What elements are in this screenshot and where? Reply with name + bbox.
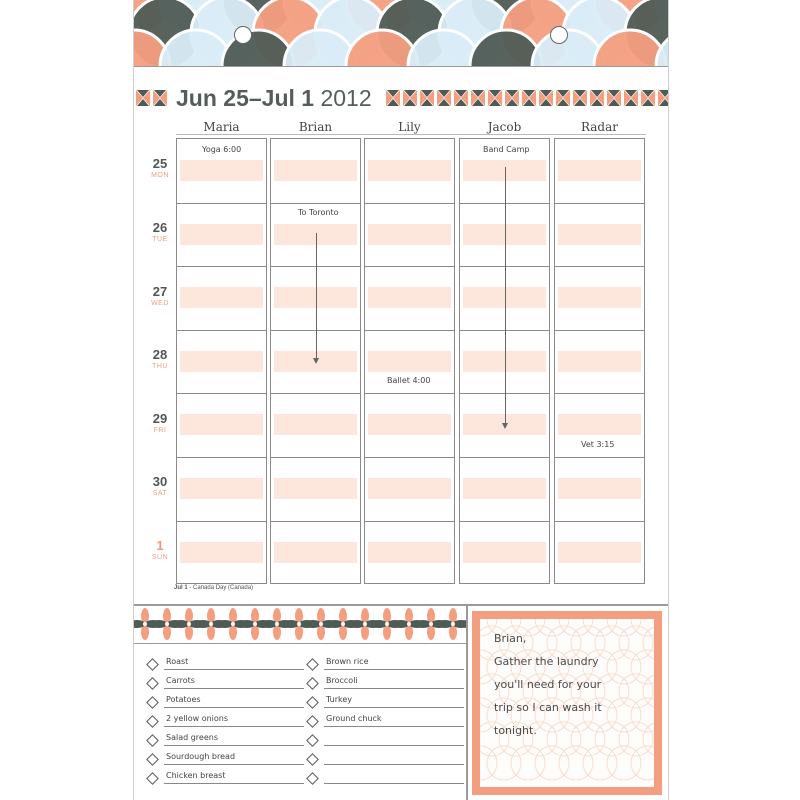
week-title — [176, 84, 372, 112]
arrow-line — [505, 167, 506, 424]
memo-text: Brian, Gather the laundry you'll need for your trip so I can wash it tonight. — [494, 632, 602, 737]
header-underline — [176, 134, 646, 135]
checkbox-diamond-icon[interactable] — [146, 734, 159, 747]
grid-column-maria[interactable] — [176, 138, 267, 584]
checkbox-diamond-icon[interactable] — [146, 715, 159, 728]
holiday-note: Jul 1 - Canada Day (Canada) — [174, 585, 254, 591]
grid-column-radar[interactable] — [554, 138, 645, 584]
punch-hole — [550, 26, 568, 44]
checkbox-diamond-icon[interactable] — [146, 658, 159, 671]
checkbox-diamond-icon[interactable] — [146, 677, 159, 690]
entry-radar-vet: Vet 3:15 — [581, 440, 615, 449]
checkbox-diamond-icon[interactable] — [146, 696, 159, 709]
petal-pattern-graphic — [134, 606, 466, 643]
year: 2012 — [320, 85, 372, 111]
checkbox-diamond-icon[interactable] — [146, 753, 159, 766]
column-header-jacob: Jacob — [487, 120, 522, 134]
left-diamond-decoration — [134, 88, 172, 108]
checkbox-diamond-icon[interactable] — [306, 753, 319, 766]
grid-column-lily[interactable] — [364, 138, 455, 584]
arrow-line — [316, 233, 317, 359]
entry-jacob-band-camp: Band Camp — [483, 145, 530, 154]
bottom-pattern-strip — [134, 606, 466, 643]
circle-pattern-graphic — [134, 0, 668, 66]
day-label: 27 WED — [151, 284, 169, 307]
entry-maria-yoga: Yoga 6:00 — [202, 145, 242, 154]
column-header-brian: Brian — [298, 120, 333, 134]
vertical-divider — [466, 606, 468, 800]
column-header-maria: Maria — [203, 120, 240, 134]
week-title-row — [134, 84, 668, 112]
arrow-down-icon — [502, 423, 508, 429]
pattern-divider — [134, 643, 466, 644]
entry-lily-ballet: Ballet 4:00 — [387, 376, 431, 385]
memo-paper — [480, 619, 654, 787]
right-diamond-decoration — [384, 88, 668, 108]
day-label: 1 SUN — [151, 538, 169, 561]
column-header-radar: Radar — [580, 120, 619, 134]
day-label: 29 FRI — [152, 411, 168, 434]
checkbox-diamond-icon[interactable] — [306, 715, 319, 728]
checkbox-diamond-icon[interactable] — [306, 658, 319, 671]
entry-brian-toronto: To Toronto — [298, 208, 339, 217]
date-range: Jun 25–Jul 1 — [176, 85, 315, 111]
checkbox-diamond-icon[interactable] — [306, 677, 319, 690]
checkbox-diamond-icon[interactable] — [306, 734, 319, 747]
day-label: 30 SAT — [152, 474, 168, 497]
top-pattern-banner — [134, 0, 668, 66]
banner-divider — [134, 66, 668, 67]
day-label: 26 TUE — [152, 220, 168, 243]
punch-hole — [234, 26, 252, 44]
arrow-down-icon — [313, 358, 319, 364]
memo-note — [472, 611, 662, 795]
day-label: 25 MON — [151, 156, 169, 179]
day-label: 28 THU — [152, 347, 168, 370]
calendar-page: Jun 25–Jul 1 2012 Maria Brian Lily Jacob Radar 25 MON 26 TUE 27 WED 28 THU 29 FRI 30 SAT 1 SUN Yoga 6:00 To Toronto Band Camp Ballet 4:00 Vet 3:15 Jul 1 - Canada Day (Canada) Roast Carrots Potatoes 2 yellow onions Salad greens Sourdough bread Chicken breast Brown rice Broccoli Turkey Ground chuck Brian, Gather the laundry you'll need for your trip so I can wash it tonight. — [133, 0, 669, 800]
checkbox-diamond-icon[interactable] — [146, 772, 159, 785]
checkbox-diamond-icon[interactable] — [306, 696, 319, 709]
column-header-lily: Lily — [398, 120, 421, 134]
checkbox-diamond-icon[interactable] — [306, 772, 319, 785]
